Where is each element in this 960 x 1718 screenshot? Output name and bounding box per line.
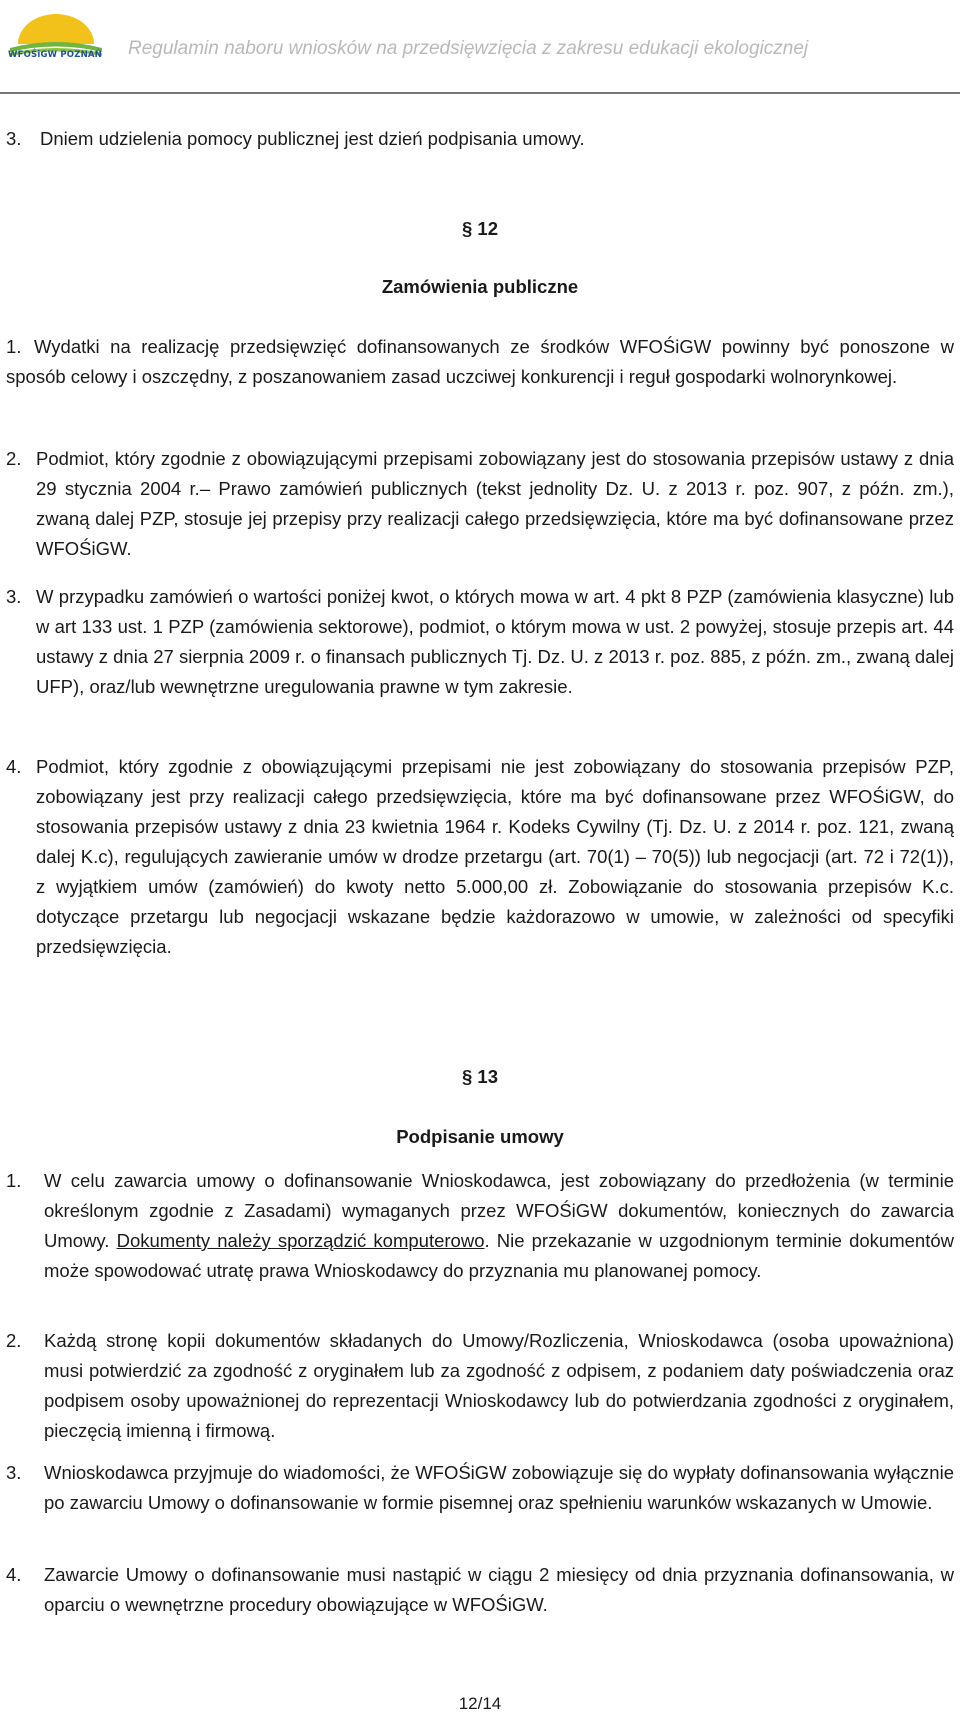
item-number: 2. bbox=[6, 448, 22, 469]
paragraph: Każdą stronę kopii dokumentów składanych do Umowy/Rozliczenia, Wnioskodawca (osoba upoważniona) musi potwierdzić za zgodność z oryginałem lub za zgodność z odpisem, z podaniem daty poświadczenia oraz podpisem osoby upoważnionej do reprezentacji Wnioskodawcy lub do potwierdzania zgodności z oryginałem, pieczęcią imienną i firmową. bbox=[44, 1330, 954, 1441]
item-number: 1. bbox=[6, 336, 22, 357]
item-number: 2. bbox=[6, 1330, 22, 1351]
underlined-instruction: Dokumenty należy sporządzić komputerowo bbox=[116, 1230, 485, 1251]
paragraph: Podmiot, który zgodnie z obowiązującymi przepisami zobowiązany jest do stosowania przepisów ustawy z dnia 29 stycznia 2004 r.– Prawo zamówień publicznych (tekst jednolity Dz. U. z 2013 r. poz. 907, z późn. zm.), zwaną dalej PZP, stosuje jej przepisy przy realizacji całego przedsięwzięcia, które ma być dofinansowane przez WFOŚiGW. bbox=[36, 448, 954, 559]
section-title: Zamówienia publiczne bbox=[381, 276, 579, 297]
logo-text: WFOŚiGW POZNAŃ bbox=[8, 50, 102, 60]
item-number: 4. bbox=[6, 756, 22, 777]
paragraph: Wnioskodawca przyjmuje do wiadomości, że WFOŚiGW zobowiązuje się do wypłaty dofinansowania wyłącznie po zawarciu Umowy o dofinansowanie w formie pisemnej oraz spełnieniu warunków wskazanych w Umowie. bbox=[44, 1462, 954, 1513]
item-number: 3. bbox=[6, 586, 22, 607]
paragraph: Dniem udzielenia pomocy publicznej jest dzień podpisania umowy. bbox=[40, 128, 585, 149]
section-mark: § 12 bbox=[461, 218, 498, 239]
paragraph: W przypadku zamówień o wartości poniżej kwot, o których mowa w art. 4 pkt 8 PZP (zamówienia klasyczne) lub w art 133 ust. 1 PZP (zamówienia sektorowe), podmiot, o którym mowa w ust. 2 powyżej, stosuje przepis art. 44 ustawy z dnia 27 sierpnia 2009 r. o finansach publicznych Tj. Dz. U. z 2013 r. poz. 885, z późn. zm., zwaną dalej UFP), oraz/lub wewnętrzne uregulowania prawne w tym zakresie. bbox=[36, 586, 954, 697]
paragraph: Podmiot, który zgodnie z obowiązującymi przepisami nie jest zobowiązany do stosowania przepisów PZP, zobowiązany jest przy realizacji całego przedsięwzięcia, które ma być dofinansowane przez WFOŚiGW, do stosowania przepisów ustawy z dnia 23 kwietnia 1964 r. Kodeks Cywilny (Tj. Dz. U. z 2014 r. poz. 121, zwaną dalej K.c), regulujących zawieranie umów w drodze przetargu (art. 70(1) – 70(5)) lub negocjacji (art. 72 i 72(1)), z wyjątkiem umów (zamówień) do kwoty netto 5.000,00 zł. Zobowiązanie do stosowania przepisów K.c. dotyczące przetargu lub negocjacji wskazane będzie każdorazowo w umowie, w zależności od specyfiki przedsięwzięcia. bbox=[36, 756, 954, 957]
paragraph-text: . Nie przekazanie w uzgodnionym terminie dokumentów może spowodować utratę prawa Wnioskodawcy do przyznania mu planowanej pomocy. bbox=[44, 1230, 954, 1281]
page-number: 12/14 bbox=[458, 1694, 502, 1713]
item-number: 3. bbox=[6, 1462, 22, 1483]
section-title: Podpisanie umowy bbox=[396, 1126, 564, 1147]
paragraph: Zawarcie Umowy o dofinansowanie musi nastąpić w ciągu 2 miesięcy od dnia przyznania dofinansowania, w oparciu o wewnętrzne procedury obowiązujące w WFOŚiGW. bbox=[44, 1564, 954, 1615]
section-mark: § 13 bbox=[461, 1066, 498, 1087]
item-number: 4. bbox=[6, 1564, 22, 1585]
item-number: 3. bbox=[6, 128, 22, 149]
paragraph-text: W celu zawarcia umowy o dofinansowanie Wnioskodawca, jest zobowiązany do przedłożenia (w terminie określonym zgodnie z Zasadami) wymaganych przez WFOŚiGW dokumentów, koniecznych do zawarcia Umowy. bbox=[44, 1170, 954, 1251]
paragraph: Wydatki na realizację przedsięwzięć dofinansowanych ze środków WFOŚiGW powinny być ponoszone w sposób celowy i oszczędny, z poszanowaniem zasad uczciwej konkurencji i reguł gospodarki wolnorynkowej. bbox=[6, 336, 954, 387]
document-header-title: Regulamin naboru wniosków na przedsięwzięcia z zakresu edukacji ekologicznej bbox=[128, 38, 809, 59]
paragraph bbox=[44, 1166, 954, 1286]
item-number: 1. bbox=[6, 1170, 22, 1191]
